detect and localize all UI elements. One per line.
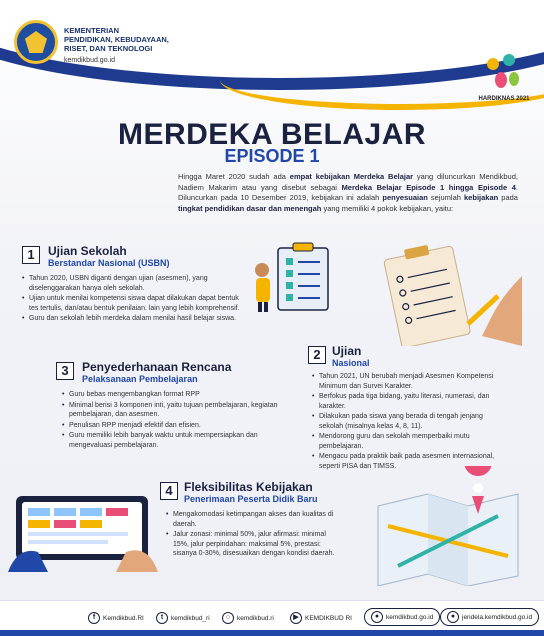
footer-strip xyxy=(0,630,544,636)
footer-twitter[interactable] xyxy=(156,612,210,624)
ministry-line-1: KEMENTERIAN xyxy=(64,26,120,35)
footer-youtube[interactable] xyxy=(290,612,352,624)
intro-paragraph: Hingga Maret 2020 sudah ada empat kebijakan Merdeka Belajar yang diluncurkan Mendikbud, Nadiem Makarim atau yang disebut sebagai Merdeka Belajar Episode 1 hingga Episode 4. Diluncurkan pada 10 Desember 2019, kebijakan ini adalah penyesuaian sejumlah kebijakan pada tingkat pendidikan dasar dan menengah yang memiliki 4 pokok kebijakan, yaitu: xyxy=(178,172,519,213)
twitter-handle: kemdikbud_ri xyxy=(171,614,210,622)
list-item: • Berfokus pada tiga bidang, yaitu literasi, numerasi, dan karakter. xyxy=(312,392,508,411)
section-2-number: 2 xyxy=(308,346,326,364)
ministry-url[interactable]: kemdikbud.go.id xyxy=(64,57,115,64)
section-2-subtitle: Nasional xyxy=(332,358,370,368)
globe-icon: ● xyxy=(447,611,459,623)
list-item: • Mendorong guru dan sekolah memperbaiki mutu pembelajaran. xyxy=(312,432,508,451)
section-2-list xyxy=(312,372,508,472)
exam-paper-pencil-icon xyxy=(372,236,532,346)
globe-icon: ● xyxy=(371,611,383,623)
youtube-handle: KEMDIKBUD RI xyxy=(305,614,352,622)
list-item: • Penulisan RPP menjadi efektif dan efisien. xyxy=(62,421,298,431)
section-1-list xyxy=(22,274,242,325)
website-url: kemdikbud.go.id xyxy=(386,613,434,621)
section-2-title: Ujian xyxy=(332,344,362,358)
section-3-title: Penyederhanaan Rencana xyxy=(82,360,232,374)
footer-instagram[interactable] xyxy=(222,612,274,624)
clipboard-checklist-icon xyxy=(246,240,356,312)
section-3-subtitle: Pelaksanaan Pembelajaran xyxy=(82,374,198,384)
list-item: • Tahun 2021, UN berubah menjadi Asesmen Kompetensi Minimum dan Survei Karakter. xyxy=(312,372,508,391)
section-1-number: 1 xyxy=(22,246,40,264)
facebook-icon: f xyxy=(88,612,100,624)
youtube-icon: ▶ xyxy=(290,612,302,624)
list-item: • Guru dan sekolah lebih merdeka dalam menilai hasil belajar siswa. xyxy=(22,314,242,324)
ministry-logo-icon xyxy=(14,20,58,64)
instagram-icon: ○ xyxy=(222,612,234,624)
ministry-line-3: RISET, DAN TEKNOLOGI xyxy=(64,44,153,53)
section-4-subtitle: Penerimaan Peserta Didik Baru xyxy=(184,494,318,504)
section-1-subtitle: Berstandar Nasional (USBN) xyxy=(48,258,170,268)
list-item: • Ujian untuk menilai kompetensi siswa dapat dilakukan dapat bentuk tes tertulis, dan/atau bentuk penilaian. lain yang lebih komprehensif. xyxy=(22,294,242,313)
facebook-handle: Kemdikbud.RI xyxy=(103,614,144,622)
hardiknas-label: HARDIKNAS 2021 xyxy=(478,96,530,102)
section-3-number: 3 xyxy=(56,362,74,380)
list-item: • Dilakukan pada siswa yang berada di tengah jenjang sekolah (misalnya kelas 4, 8, 11). xyxy=(312,412,508,431)
hardiknas-figures-icon xyxy=(483,52,525,94)
twitter-icon: t xyxy=(156,612,168,624)
list-item: • Mengakomodasi ketimpangan akses dan kualitas di daerah. xyxy=(166,510,342,529)
ministry-line-2: PENDIDIKAN, KEBUDAYAAN, xyxy=(64,35,169,44)
zoning-map-icon xyxy=(368,466,528,586)
ministry-name xyxy=(64,26,169,65)
lesson-plan-tablet-icon xyxy=(8,486,158,572)
list-item: • Guru memiliki lebih banyak waktu untuk mempersiapkan dan mengevaluasi pembelajaran. xyxy=(62,431,298,450)
list-item: • Tahun 2020, USBN diganti dengan ujian (asesmen), yang diselenggarakan hanya oleh sekolah. xyxy=(22,274,242,293)
section-4-number: 4 xyxy=(160,482,178,500)
section-4-list xyxy=(166,510,342,560)
list-item: • Jalur zonasi: minimal 50%, jalur afirmasi: minimal 15%, jalur perpindahan: maksimal 5%, prestasi: sisanya 0-30%, disesuaikan dengan kondisi daerah. xyxy=(166,530,342,559)
page-title: MERDEKA BELAJAR xyxy=(117,118,427,151)
list-item: • Guru bebas mengembangkan format RPP xyxy=(62,390,298,400)
jendela-url: jendela.kemdikbud.go.id xyxy=(462,613,533,621)
footer xyxy=(0,600,544,636)
section-1-title: Ujian Sekolah xyxy=(48,244,127,258)
instagram-handle: kemdikbud.ri xyxy=(237,614,274,622)
list-item: • Mengacu pada praktik baik pada asesmen internasional, seperti PISA dan TIMSS. xyxy=(312,452,508,471)
section-3-list xyxy=(62,390,298,451)
page-subtitle: EPISODE 1 xyxy=(224,146,320,166)
footer-jendela[interactable] xyxy=(440,608,539,626)
footer-website[interactable] xyxy=(364,608,440,626)
list-item: • Minimal berisi 3 komponen inti, yaitu tujuan pembelajaran, kegiatan pembelajaran, dan asesmen. xyxy=(62,401,298,420)
hardiknas-logo xyxy=(474,52,534,102)
section-4-title: Fleksibilitas Kebijakan xyxy=(184,480,313,494)
footer-facebook[interactable] xyxy=(88,612,144,624)
